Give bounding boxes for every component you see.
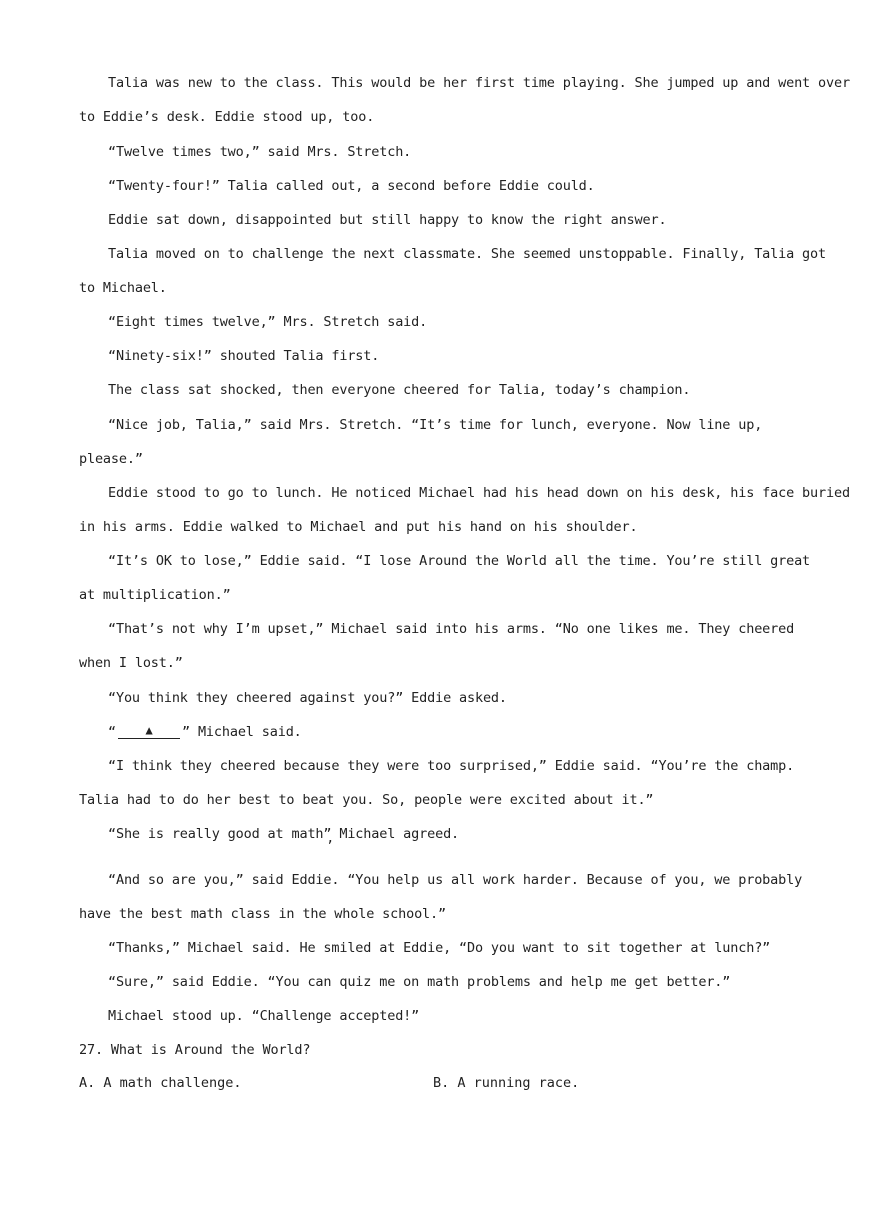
story-line: “And so are you,” said Eddie. “You help us all work harder. Because of you, we probably [108,872,803,888]
story-line: “Ninety-six!” shouted Talia first. [108,348,380,364]
question-text: 27. What is Around the World? [79,1042,311,1058]
story-line: “Nice job, Talia,” said Mrs. Stretch. “It’s time for lunch, everyone. Now line up, [108,417,763,433]
story-line: “She is really good at math” Michael agreed. [108,826,460,842]
option-b[interactable]: B. A running race. [433,1075,580,1091]
story-line: “Twelve times two,” said Mrs. Stretch. [108,144,412,160]
story-line: Talia had to do her best to beat you. So, people were excited about it.” [79,792,654,808]
story-line: Eddie stood to go to lunch. He noticed Michael had his head down on his desk, his face buried [108,485,850,501]
story-line: to Eddie’s desk. Eddie stood up, too. [79,109,375,125]
triangle-marker-icon: ▲ [145,723,153,737]
story-line: “I think they cheered because they were too surprised,” Eddie said. “You’re the champ. [108,758,795,774]
story-line: “It’s OK to lose,” Eddie said. “I lose Around the World all the time. You’re still great [108,553,811,569]
story-line: in his arms. Eddie walked to Michael and put his hand on his shoulder. [79,519,638,535]
story-line: when I lost.” [79,655,183,671]
story-line: please.” [79,451,143,467]
option-a[interactable]: A. A math challenge. [79,1075,242,1091]
story-line: “Sure,” said Eddie. “You can quiz me on math problems and help me get better.” [108,974,731,990]
story-line: Michael stood up. “Challenge accepted!” [108,1008,420,1024]
story-line: The class sat shocked, then everyone cheered for Talia, today’s champion. [108,382,691,398]
stray-comma: ’ [326,839,334,854]
story-line: Talia was new to the class. This would be her first time playing. She jumped up and went over [108,75,850,91]
story-line: to Michael. [79,280,167,296]
blank-line-rest: ” Michael said. [181,724,302,740]
story-line: have the best math class in the whole school.” [79,906,446,922]
story-line: “You think they cheered against you?” Eddie asked. [108,690,507,706]
story-line: “Thanks,” Michael said. He smiled at Eddie, “Do you want to sit together at lunch?” [108,940,771,956]
story-line: “Eight times twelve,” Mrs. Stretch said. [108,314,428,330]
open-quote: “ [108,724,116,740]
story-line: “That’s not why I’m upset,” Michael said into his arms. “No one likes me. They cheered [108,621,795,637]
story-line: at multiplication.” [79,587,231,603]
story-line: Talia moved on to challenge the next classmate. She seemed unstoppable. Finally, Talia got [108,246,826,262]
answer-blank[interactable] [118,722,180,739]
fill-in-blank-line [108,722,791,742]
story-line: Eddie sat down, disappointed but still happy to know the right answer. [108,212,667,228]
story-line: “Twenty-four!” Talia called out, a second before Eddie could. [108,178,595,194]
